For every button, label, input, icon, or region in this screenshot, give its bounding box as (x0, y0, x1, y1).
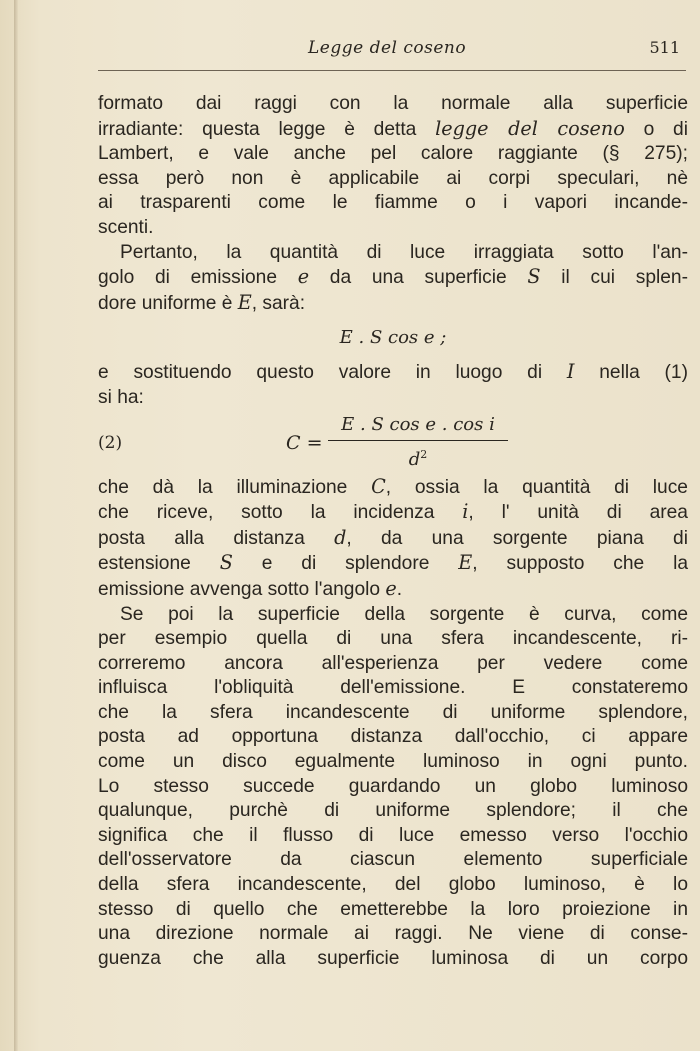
text-line: significa che il flusso di luce emesso verso l'occhio (98, 824, 688, 846)
text-line: una direzione normale ai raggi. Ne viene di conse- (98, 923, 688, 945)
text-line: formato dai raggi con la normale alla superficie (98, 93, 688, 114)
text-line: per esempio quella di una sfera incandescente, ri- (98, 628, 688, 650)
text-line: correremo ancora all'esperienza per vedere come (98, 652, 688, 674)
text-line: essa però non è applicabile ai corpi speculari, nè (98, 167, 688, 189)
text-line: stesso di quello che emetterebbe la loro proiezione in (98, 898, 688, 920)
text-line: della sfera incandescente, del globo luminoso, è lo (98, 874, 688, 896)
text-line: irradiante: questa legge è detta legge del coseno o di (98, 116, 688, 140)
formula-2 (98, 411, 688, 475)
page-spine-shadow (14, 0, 18, 1051)
equation-lhs: C = (286, 431, 323, 454)
italic-term: legge del coseno (435, 116, 625, 140)
fraction-numerator: E . S cos e . cos i (328, 413, 508, 442)
text-line: Lo stesso succede guardando un globo luminoso (98, 775, 688, 797)
text-line: che dà la illuminazione C, ossia la quantità di luce (98, 474, 688, 498)
running-title: Legge del coseno (308, 38, 467, 58)
text-line: posta alla distanza d, da una sorgente piana di (98, 525, 688, 549)
equation-fraction (328, 413, 508, 473)
text-line: estensione S e di splendore E, supposto che la (98, 551, 689, 575)
text-line: Pertanto, la quantità di luce irraggiata sotto l'an- (120, 241, 688, 263)
text-line: ai trasparenti come le fiamme o i vapori incande- (98, 192, 688, 214)
text-line: dore uniforme è E, sarà: (98, 290, 306, 314)
text-line: che riceve, sotto la incidenza i, l' unità di area (98, 500, 688, 524)
text-line: Se poi la superficie della sorgente è curva, come (120, 603, 688, 625)
text-line: influisca l'obliquità dell'emissione. E constateremo (98, 677, 688, 699)
equation-number: (2) (98, 432, 123, 453)
text-line: come un disco egualmente luminoso in ogni punto. (98, 751, 688, 773)
text-line: scenti. (98, 216, 154, 238)
text-line: posta ad opportuna distanza dall'occhio, ci appare (98, 726, 688, 748)
text-line: qualunque, purchè di uniforme splendore; il che (98, 800, 688, 822)
text-line: golo di emissione e da una superficie S il cui splen- (98, 265, 688, 289)
page-number: 511 (649, 38, 680, 57)
text-line: si ha: (98, 386, 144, 408)
text-line: dell'osservatore da ciascun elemento superficiale (98, 849, 688, 871)
body-text (98, 92, 688, 971)
text-line: che la sfera incandescente di uniforme splendore, (98, 701, 688, 723)
header-rule (98, 70, 686, 71)
text-line: emissione avvenga sotto l'angolo e. (98, 576, 403, 600)
text-line: guenza che alla superficie luminosa di un corpo (98, 947, 688, 969)
page-header (98, 38, 688, 62)
text-line: e sostituendo questo valore in luogo di I nella (1) (98, 360, 688, 384)
formula-1: E . S cos e ; (339, 327, 447, 349)
fraction-denominator: $d^2$ (408, 448, 428, 471)
text-line: Lambert, e vale anche pel calore raggiante (§ 275); (98, 143, 688, 165)
